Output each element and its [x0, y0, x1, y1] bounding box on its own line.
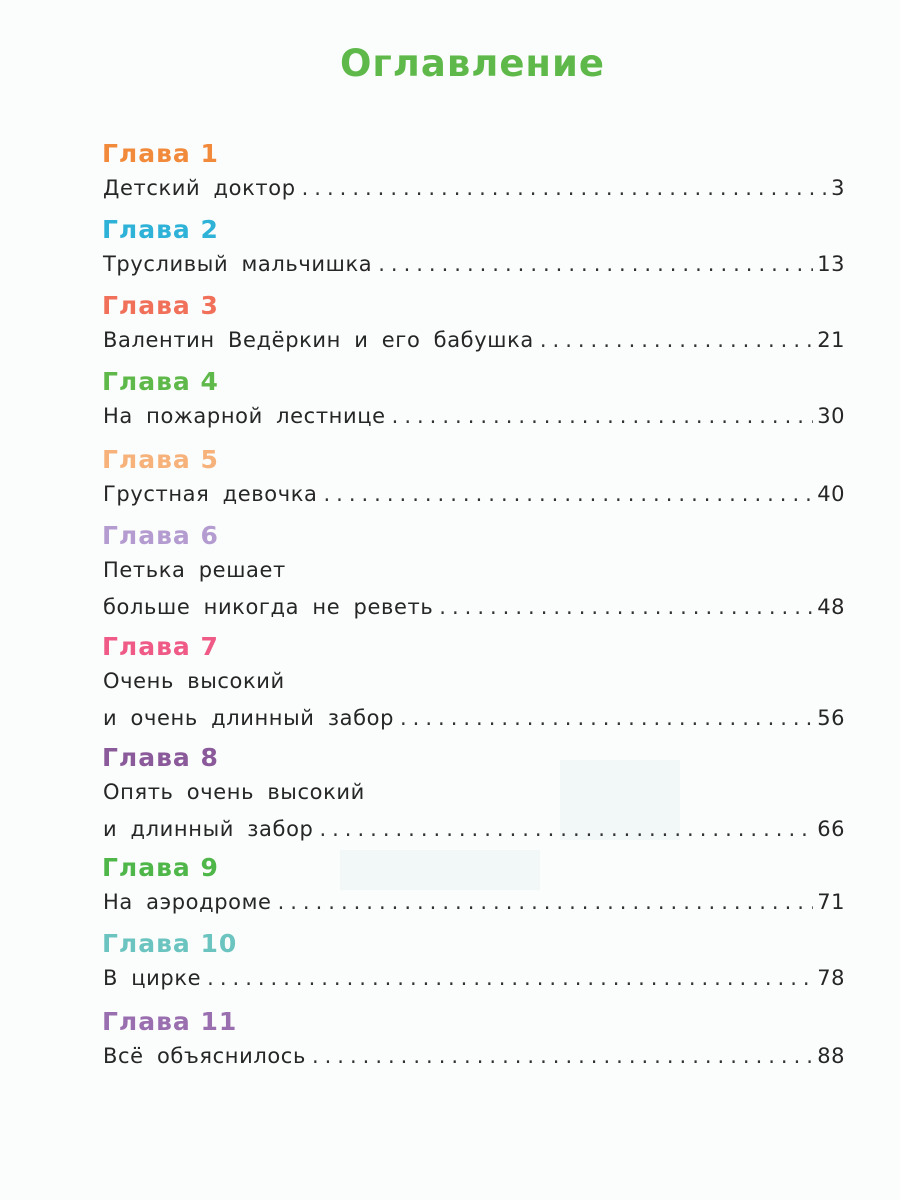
toc-entry[interactable] [103, 963, 845, 993]
dot-leader [392, 401, 814, 431]
chapter-title: На аэродроме [103, 890, 272, 914]
faint-background-mark [340, 850, 540, 890]
page-number: 66 [817, 817, 845, 841]
chapter-title: и длинный забор [103, 817, 314, 841]
page-number: 3 [831, 176, 845, 200]
chapter-label: Глава 5 [102, 445, 219, 474]
dot-leader [323, 479, 813, 509]
chapter-title: и очень длинный забор [103, 706, 394, 730]
toc-entry[interactable] [103, 703, 845, 733]
chapter-title: В цирке [103, 966, 202, 990]
toc-entry[interactable] [103, 814, 845, 844]
chapter-title: На пожарной лестнице [103, 404, 386, 428]
dot-leader [278, 887, 814, 917]
dot-leader [439, 592, 813, 622]
chapter-label: Глава 2 [102, 215, 219, 244]
chapter-title-line: Опять очень высокий [103, 780, 365, 804]
toc-entry[interactable] [103, 479, 845, 509]
chapter-label: Глава 1 [102, 139, 219, 168]
chapter-label: Глава 9 [102, 853, 219, 882]
page-number: 88 [817, 1044, 845, 1068]
page-number: 13 [817, 252, 845, 276]
dot-leader [540, 325, 813, 355]
dot-leader [312, 1041, 813, 1071]
page-title: Оглавление [339, 42, 606, 85]
dot-leader [302, 173, 828, 203]
chapter-title-line: Очень высокий [103, 669, 285, 693]
page-number: 30 [817, 404, 845, 428]
chapter-title: Валентин Ведёркин и его бабушка [103, 328, 534, 352]
chapter-label: Глава 8 [102, 743, 219, 772]
chapter-title: Всё объяснилось [103, 1044, 306, 1068]
toc-entry[interactable] [103, 401, 845, 431]
page-number: 78 [817, 966, 845, 990]
chapter-label: Глава 6 [102, 521, 219, 550]
chapter-title: Грустная девочка [103, 482, 318, 506]
dot-leader [319, 814, 813, 844]
page-number: 71 [817, 890, 845, 914]
chapter-label: Глава 11 [102, 1007, 238, 1036]
chapter-title: Трусливый мальчишка [103, 252, 373, 276]
chapter-label: Глава 7 [102, 632, 219, 661]
chapter-label: Глава 4 [102, 367, 219, 396]
toc-entry[interactable] [103, 592, 845, 622]
chapter-title: Детский доктор [103, 176, 296, 200]
page-number: 56 [817, 706, 845, 730]
dot-leader [207, 963, 813, 993]
toc-entry[interactable] [103, 1041, 845, 1071]
toc-entry[interactable] [103, 249, 845, 279]
chapter-label: Глава 3 [102, 291, 219, 320]
chapter-title: больше никогда не реветь [103, 595, 434, 619]
page-number: 48 [817, 595, 845, 619]
dot-leader [400, 703, 813, 733]
chapter-title-line: Петька решает [103, 558, 286, 582]
page-number: 21 [817, 328, 845, 352]
chapter-label: Глава 10 [102, 929, 238, 958]
toc-entry[interactable] [103, 325, 845, 355]
toc-entry[interactable] [103, 887, 845, 917]
toc-entry[interactable] [103, 173, 845, 203]
dot-leader [378, 249, 813, 279]
page-number: 40 [817, 482, 845, 506]
